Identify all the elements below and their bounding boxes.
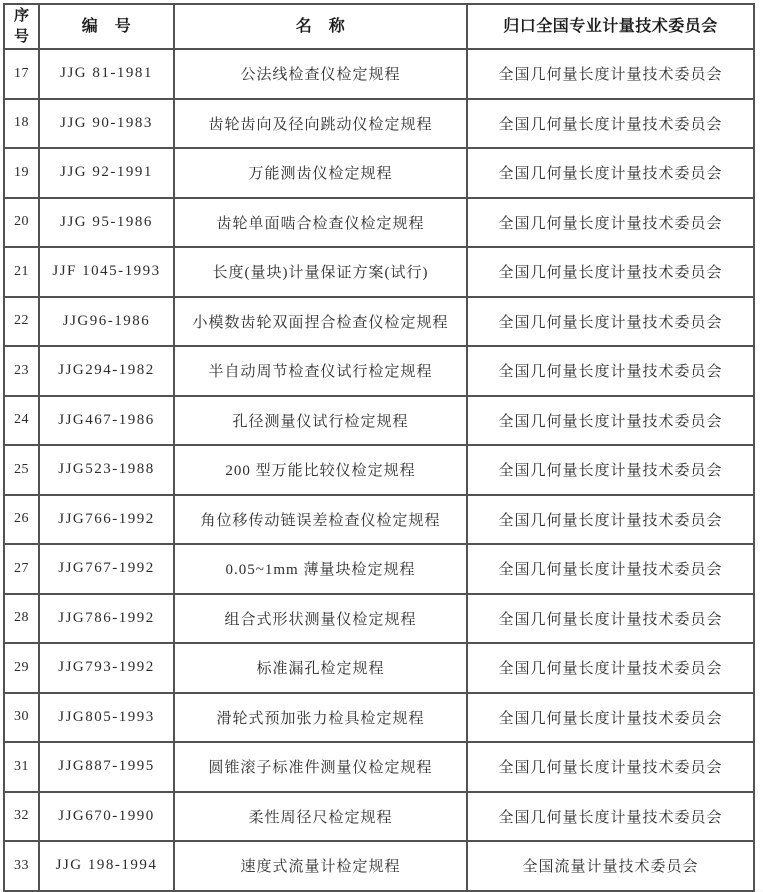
cell-seq: 24 — [4, 396, 39, 446]
cell-name: 速度式流量计检定规程 — [174, 841, 467, 891]
cell-code: JJF 1045-1993 — [39, 247, 174, 297]
column-header-committee: 归口全国专业计量技术委员会 — [467, 4, 754, 49]
table-row — [4, 49, 754, 99]
cell-committee: 全国几何量长度计量技术委员会 — [467, 742, 754, 792]
cell-name: 长度(量块)计量保证方案(试行) — [174, 247, 467, 297]
cell-seq: 21 — [4, 247, 39, 297]
cell-seq: 19 — [4, 148, 39, 198]
column-header-name: 名 称 — [174, 4, 467, 49]
table-row — [4, 99, 754, 149]
cell-code: JJG805-1993 — [39, 693, 174, 743]
cell-seq: 29 — [4, 643, 39, 693]
table-row — [4, 693, 754, 743]
header-row — [4, 4, 754, 49]
cell-seq: 26 — [4, 495, 39, 545]
cell-code: JJG294-1982 — [39, 346, 174, 396]
cell-name: 孔径测量仪试行检定规程 — [174, 396, 467, 446]
standards-table — [3, 3, 755, 892]
cell-committee: 全国几何量长度计量技术委员会 — [467, 643, 754, 693]
cell-code: JJG 90-1983 — [39, 99, 174, 149]
cell-committee: 全国几何量长度计量技术委员会 — [467, 198, 754, 248]
table-row — [4, 297, 754, 347]
table-row — [4, 594, 754, 644]
cell-code: JJG 92-1991 — [39, 148, 174, 198]
table-row — [4, 792, 754, 842]
cell-seq: 18 — [4, 99, 39, 149]
cell-committee: 全国几何量长度计量技术委员会 — [467, 346, 754, 396]
cell-seq: 31 — [4, 742, 39, 792]
cell-code: JJG 95-1986 — [39, 198, 174, 248]
cell-name: 圆锥滚子标准件测量仪检定规程 — [174, 742, 467, 792]
cell-committee: 全国几何量长度计量技术委员会 — [467, 544, 754, 594]
cell-committee: 全国流量计量技术委员会 — [467, 841, 754, 891]
cell-committee: 全国几何量长度计量技术委员会 — [467, 148, 754, 198]
cell-committee: 全国几何量长度计量技术委员会 — [467, 445, 754, 495]
table-row — [4, 247, 754, 297]
cell-code: JJG 81-1981 — [39, 49, 174, 99]
cell-code: JJG670-1990 — [39, 792, 174, 842]
cell-code: JJG96-1986 — [39, 297, 174, 347]
cell-name: 200 型万能比较仪检定规程 — [174, 445, 467, 495]
cell-code: JJG467-1986 — [39, 396, 174, 446]
cell-code: JJG 198-1994 — [39, 841, 174, 891]
cell-committee: 全国几何量长度计量技术委员会 — [467, 247, 754, 297]
cell-code: JJG793-1992 — [39, 643, 174, 693]
cell-committee: 全国几何量长度计量技术委员会 — [467, 495, 754, 545]
cell-seq: 22 — [4, 297, 39, 347]
cell-code: JJG786-1992 — [39, 594, 174, 644]
cell-seq: 27 — [4, 544, 39, 594]
cell-name: 组合式形状测量仪检定规程 — [174, 594, 467, 644]
cell-name: 0.05~1mm 薄量块检定规程 — [174, 544, 467, 594]
cell-committee: 全国几何量长度计量技术委员会 — [467, 792, 754, 842]
table-row — [4, 148, 754, 198]
cell-seq: 17 — [4, 49, 39, 99]
cell-seq: 30 — [4, 693, 39, 743]
cell-committee: 全国几何量长度计量技术委员会 — [467, 594, 754, 644]
table-body — [4, 49, 754, 891]
cell-name: 柔性周径尺检定规程 — [174, 792, 467, 842]
cell-name: 公法线检查仪检定规程 — [174, 49, 467, 99]
cell-name: 滑轮式预加张力检具检定规程 — [174, 693, 467, 743]
table-row — [4, 495, 754, 545]
cell-code: JJG767-1992 — [39, 544, 174, 594]
cell-seq: 28 — [4, 594, 39, 644]
cell-code: JJG523-1988 — [39, 445, 174, 495]
table-row — [4, 445, 754, 495]
table-row — [4, 544, 754, 594]
cell-name: 半自动周节检查仪试行检定规程 — [174, 346, 467, 396]
table-row — [4, 396, 754, 446]
table-row — [4, 643, 754, 693]
cell-committee: 全国几何量长度计量技术委员会 — [467, 49, 754, 99]
cell-committee: 全国几何量长度计量技术委员会 — [467, 99, 754, 149]
table-row — [4, 198, 754, 248]
cell-name: 万能测齿仪检定规程 — [174, 148, 467, 198]
column-header-seq: 序号 — [4, 4, 39, 49]
cell-committee: 全国几何量长度计量技术委员会 — [467, 396, 754, 446]
cell-seq: 25 — [4, 445, 39, 495]
cell-code: JJG887-1995 — [39, 742, 174, 792]
cell-committee: 全国几何量长度计量技术委员会 — [467, 693, 754, 743]
cell-name: 标准漏孔检定规程 — [174, 643, 467, 693]
cell-name: 小模数齿轮双面捏合检查仪检定规程 — [174, 297, 467, 347]
cell-seq: 32 — [4, 792, 39, 842]
table-row — [4, 742, 754, 792]
cell-seq: 20 — [4, 198, 39, 248]
cell-name: 齿轮单面啮合检查仪检定规程 — [174, 198, 467, 248]
table-row — [4, 346, 754, 396]
cell-code: JJG766-1992 — [39, 495, 174, 545]
cell-name: 角位移传动链误差检查仪检定规程 — [174, 495, 467, 545]
cell-committee: 全国几何量长度计量技术委员会 — [467, 297, 754, 347]
table-row — [4, 841, 754, 891]
cell-seq: 23 — [4, 346, 39, 396]
column-header-code: 编 号 — [39, 4, 174, 49]
cell-name: 齿轮齿向及径向跳动仪检定规程 — [174, 99, 467, 149]
cell-seq: 33 — [4, 841, 39, 891]
